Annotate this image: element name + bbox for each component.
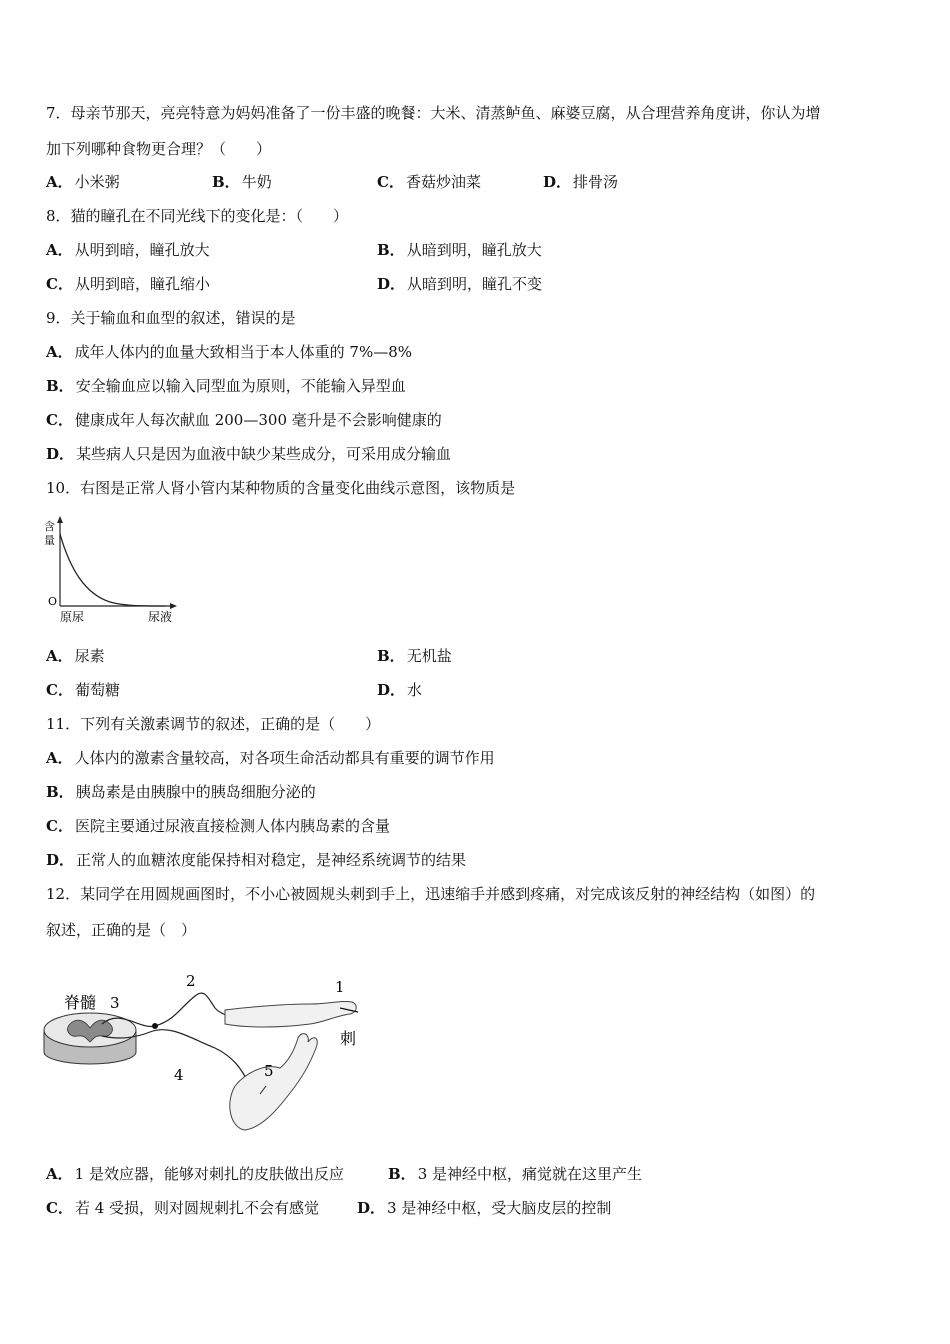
q7-option-d: D． 排骨汤 [543,173,619,191]
q9-option-b: B． 安全输血应以输入同型血为原则，不能输入异型血 [46,377,406,395]
q12-option-d: D． 3 是神经中枢，受大脑皮层的控制 [357,1199,612,1217]
q12-option-b: B． 3 是神经中枢，痛觉就在这里产生 [388,1165,643,1183]
x-start-label: 原尿 [60,610,85,624]
origin-label: O [48,595,58,608]
label-5: 5 [264,1062,274,1080]
q12-stem-line2: 叙述，正确的是（ ） [46,921,197,939]
q8-option-c: C． 从明到暗，瞳孔缩小 [46,275,210,293]
kidney-tubule-curve-figure [40,514,190,630]
label-2: 2 [186,972,196,990]
q9-option-a: A． 成年人体内的血量大致相当于本人体重的 7%—8% [46,343,413,361]
ganglion-dot [152,1023,158,1029]
y-axis-arrow [57,516,63,523]
q12-option-a: A． 1 是效应器，能够对刺扎的皮肤做出反应 [46,1165,344,1183]
q10-option-d: D． 水 [377,681,423,699]
q12-stem-line1: 12．某同学在用圆规画图时，不小心被圆规头刺到手上，迅速缩手并感到疼痛，对完成该反射的神经结构（如图）的 [46,885,816,903]
x-axis-arrow [170,603,177,609]
q11-option-b: B． 胰岛素是由胰腺中的胰岛细胞分泌的 [46,783,316,801]
reflex-arc-figure [40,968,370,1150]
q7-option-b: B． 牛奶 [212,173,272,191]
y-label-char-1: 含 [44,520,55,533]
q7-option-c: C． 香菇炒油菜 [377,173,481,191]
label-1: 1 [335,978,345,996]
content-curve [60,534,165,606]
sensory-arm [225,1001,356,1027]
spinal-cord-label: 脊髓 [64,993,97,1012]
x-end-label: 尿液 [148,610,173,624]
q11-stem: 11．下列有关激素调节的叙述，正确的是（ ） [46,715,381,733]
q7-option-a: A． 小米粥 [46,173,120,191]
q11-option-d: D． 正常人的血糖浓度能保持相对稳定，是神经系统调节的结果 [46,851,467,869]
q10-option-a: A． 尿素 [46,647,105,665]
y-label-char-2: 量 [44,534,55,547]
stab-label: 刺 [340,1029,357,1048]
q8-option-d: D． 从暗到明，瞳孔不变 [377,275,543,293]
q7-stem-line2: 加下列哪种食物更合理？（ ） [46,140,272,158]
q9-stem: 9．关于输血和血型的叙述，错误的是 [46,309,296,327]
q9-option-c: C． 健康成年人每次献血 200—300 毫升是不会影响健康的 [46,411,442,429]
q11-option-a: A． 人体内的激素含量较高，对各项生命活动都具有重要的调节作用 [46,749,495,767]
q8-stem: 8．猫的瞳孔在不同光线下的变化是：（ ） [46,207,349,225]
q10-stem: 10．右图是正常人肾小管内某种物质的含量变化曲线示意图，该物质是 [46,479,516,497]
label-4: 4 [174,1066,184,1084]
effector-arm [230,1034,317,1130]
q10-option-c: C． 葡萄糖 [46,681,120,699]
q8-option-b: B． 从暗到明，瞳孔放大 [377,241,542,259]
q12-option-c: C． 若 4 受损，则对圆规刺扎不会有感觉 [46,1199,320,1217]
label-3: 3 [110,994,120,1012]
q8-option-a: A． 从明到暗，瞳孔放大 [46,241,210,259]
q10-option-b: B． 无机盐 [377,647,452,665]
q9-option-d: D． 某些病人只是因为血液中缺少某些成分，可采用成分输血 [46,445,452,463]
q7-stem-line1: 7．母亲节那天，亮亮特意为妈妈准备了一份丰盛的晚餐：大米、清蒸鲈鱼、麻婆豆腐，从合理营养角度讲，你认为增 [46,104,821,122]
q11-option-c: C． 医院主要通过尿液直接检测人体内胰岛素的含量 [46,817,390,835]
